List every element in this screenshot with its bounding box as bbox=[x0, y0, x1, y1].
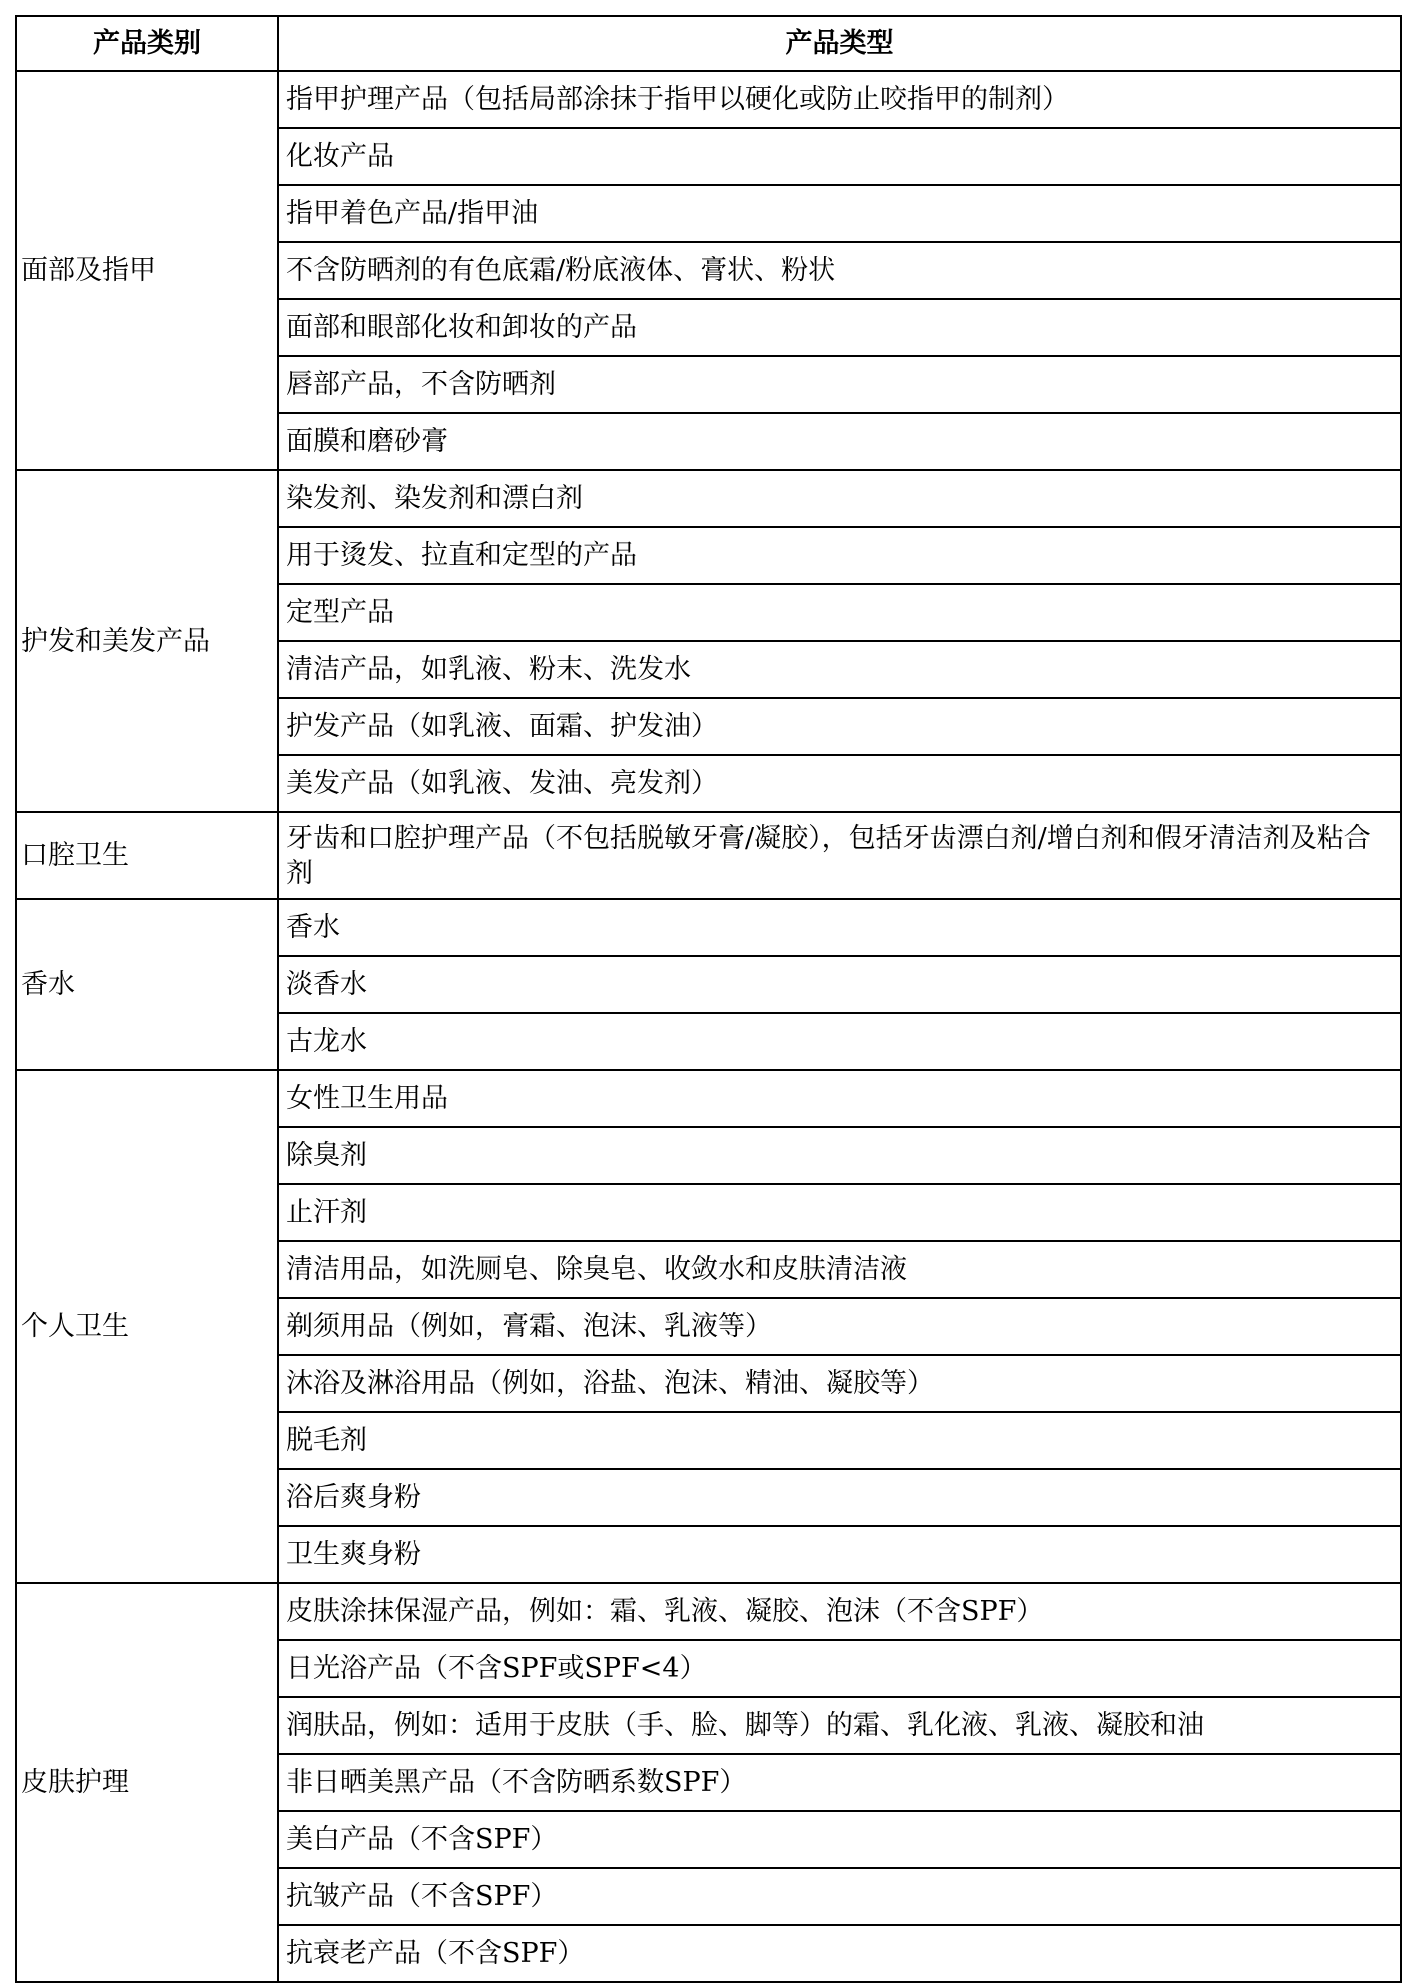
type-cell: 清洁用品，如洗厕皂、除臭皂、收敛水和皮肤清洁液 bbox=[278, 1241, 1401, 1298]
category-cell-fragrance: 香水 bbox=[16, 899, 278, 1070]
header-product-category: 产品类别 bbox=[16, 16, 278, 71]
table-row bbox=[16, 1583, 1401, 1640]
type-cell: 润肤品，例如：适用于皮肤（手、脸、脚等）的霜、乳化液、乳液、凝胶和油 bbox=[278, 1697, 1401, 1754]
type-cell: 美发产品（如乳液、发油、亮发剂） bbox=[278, 755, 1401, 812]
type-cell: 护发产品（如乳液、面霜、护发油） bbox=[278, 698, 1401, 755]
type-cell: 牙齿和口腔护理产品（不包括脱敏牙膏/凝胶），包括牙齿漂白剂/增白剂和假牙清洁剂及粘合剂 bbox=[278, 812, 1401, 899]
type-cell: 浴后爽身粉 bbox=[278, 1469, 1401, 1526]
type-cell: 抗衰老产品（不含SPF） bbox=[278, 1925, 1401, 1982]
table-row bbox=[16, 71, 1401, 128]
type-cell: 定型产品 bbox=[278, 584, 1401, 641]
type-cell: 沐浴及淋浴用品（例如，浴盐、泡沫、精油、凝胶等） bbox=[278, 1355, 1401, 1412]
type-cell: 清洁产品，如乳液、粉末、洗发水 bbox=[278, 641, 1401, 698]
table-row bbox=[16, 812, 1401, 899]
table-row bbox=[16, 470, 1401, 527]
type-cell: 面膜和磨砂膏 bbox=[278, 413, 1401, 470]
type-cell: 化妆产品 bbox=[278, 128, 1401, 185]
table-row bbox=[16, 899, 1401, 956]
type-cell: 指甲着色产品/指甲油 bbox=[278, 185, 1401, 242]
type-cell: 淡香水 bbox=[278, 956, 1401, 1013]
type-cell: 不含防晒剂的有色底霜/粉底液体、膏状、粉状 bbox=[278, 242, 1401, 299]
type-cell: 卫生爽身粉 bbox=[278, 1526, 1401, 1583]
type-cell: 非日晒美黑产品（不含防晒系数SPF） bbox=[278, 1754, 1401, 1811]
type-cell: 古龙水 bbox=[278, 1013, 1401, 1070]
type-cell: 脱毛剂 bbox=[278, 1412, 1401, 1469]
type-cell: 日光浴产品（不含SPF或SPF<4） bbox=[278, 1640, 1401, 1697]
header-row bbox=[16, 16, 1401, 71]
category-cell-face-nails: 面部及指甲 bbox=[16, 71, 278, 470]
type-cell: 皮肤涂抹保湿产品，例如：霜、乳液、凝胶、泡沫（不含SPF） bbox=[278, 1583, 1401, 1640]
header-product-type: 产品类型 bbox=[278, 16, 1401, 71]
type-cell: 唇部产品，不含防晒剂 bbox=[278, 356, 1401, 413]
type-cell: 除臭剂 bbox=[278, 1127, 1401, 1184]
category-cell-oral-hygiene: 口腔卫生 bbox=[16, 812, 278, 899]
type-cell: 指甲护理产品（包括局部涂抹于指甲以硬化或防止咬指甲的制剂） bbox=[278, 71, 1401, 128]
type-cell: 面部和眼部化妆和卸妆的产品 bbox=[278, 299, 1401, 356]
type-cell: 抗皱产品（不含SPF） bbox=[278, 1868, 1401, 1925]
type-cell: 美白产品（不含SPF） bbox=[278, 1811, 1401, 1868]
type-cell: 剃须用品（例如，膏霜、泡沫、乳液等） bbox=[278, 1298, 1401, 1355]
category-cell-hair-care: 护发和美发产品 bbox=[16, 470, 278, 812]
type-cell: 染发剂、染发剂和漂白剂 bbox=[278, 470, 1401, 527]
type-cell: 止汗剂 bbox=[278, 1184, 1401, 1241]
product-category-table bbox=[15, 15, 1402, 1983]
type-cell: 用于烫发、拉直和定型的产品 bbox=[278, 527, 1401, 584]
table-row bbox=[16, 1070, 1401, 1127]
category-cell-personal-hygiene: 个人卫生 bbox=[16, 1070, 278, 1583]
category-cell-skin-care: 皮肤护理 bbox=[16, 1583, 278, 1982]
type-cell: 女性卫生用品 bbox=[278, 1070, 1401, 1127]
type-cell: 香水 bbox=[278, 899, 1401, 956]
